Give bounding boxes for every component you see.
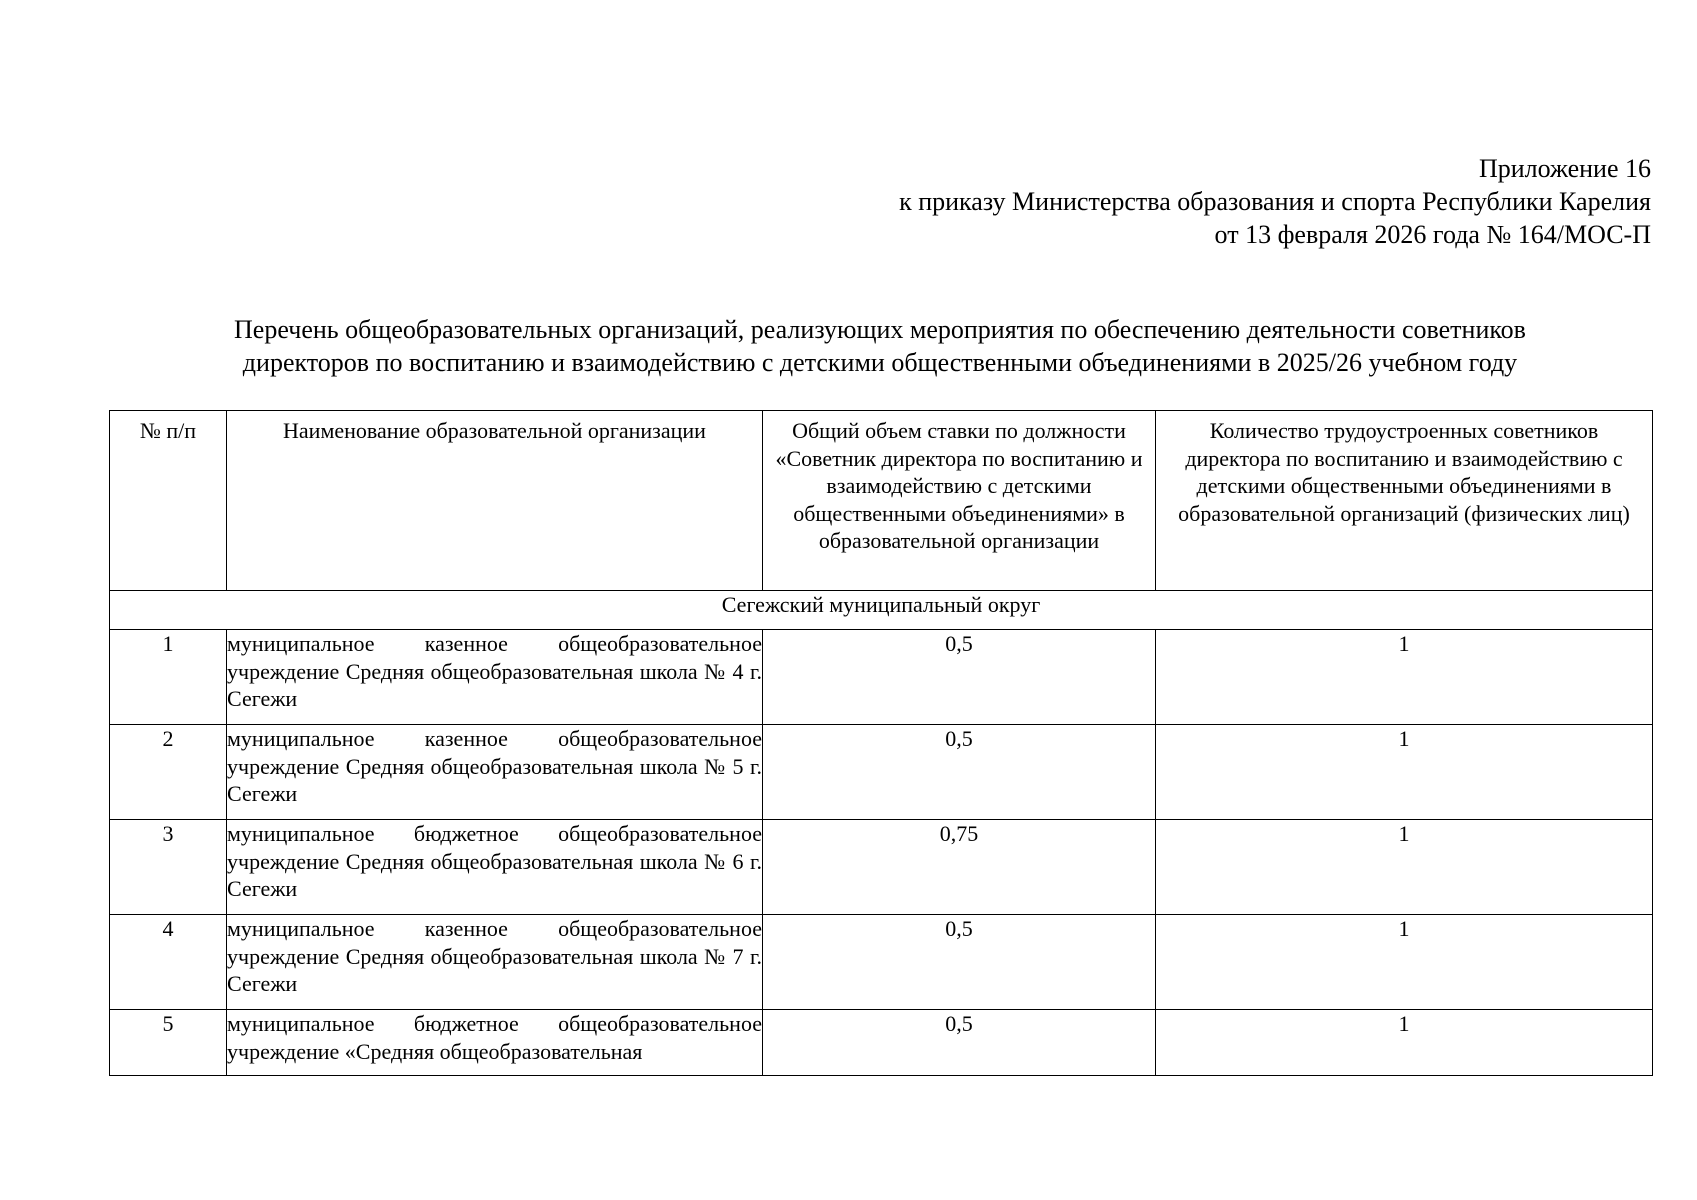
row-number: 4 [110,915,227,1010]
appendix-order-date: от 13 февраля 2026 года № 164/МОС-П [1214,220,1651,249]
row-rate: 0,5 [763,915,1156,1010]
row-rate: 0,75 [763,820,1156,915]
row-number: 3 [110,820,227,915]
row-count: 1 [1156,1010,1653,1076]
row-organization-name: муниципальное казенное общеобразовательное учреждение Средняя общеобразовательная школа № 7 г. Сегежи [227,915,763,1010]
appendix-number: Приложение 16 [1478,154,1651,183]
table-row [110,630,1653,725]
row-organization-name: муниципальное казенное общеобразовательное учреждение Средняя общеобразовательная школа № 4 г. Сегежи [227,630,763,725]
table-row [110,725,1653,820]
appendix-block [899,152,1651,251]
header-employed-count: Количество трудоустроенных советников директора по воспитанию и взаимодействию с детскими общественными объединениями в образовательной организаций (физических лиц) [1156,411,1653,591]
row-count: 1 [1156,820,1653,915]
organizations-table [109,410,1653,1076]
section-municipality: Сегежский муниципальный округ [110,591,1653,630]
table-header-row [110,411,1653,591]
row-organization-name: муниципальное бюджетное общеобразовательное учреждение Средняя общеобразовательная школа № 6 г. Сегежи [227,820,763,915]
row-number: 5 [110,1010,227,1076]
row-rate: 0,5 [763,1010,1156,1076]
row-organization-name [227,1010,763,1076]
table-row [110,820,1653,915]
appendix-order-ref: к приказу Министерства образования и спорта Республики Карелия [899,187,1651,216]
row-count: 1 [1156,630,1653,725]
table-row [110,915,1653,1010]
row-organization-name-text: муниципальное бюджетное общеобразовательное учреждение «Средняя общеобразовательная [227,1011,762,1064]
row-count: 1 [1156,725,1653,820]
document-title-line-1: Перечень общеобразовательных организаций, реализующих мероприятия по обеспечению деятельности советников [234,315,1526,344]
header-rate-volume: Общий объем ставки по должности «Советник директора по воспитанию и взаимодействию с детскими общественными объединениями» в образовательной организации [763,411,1156,591]
document-title [100,313,1660,379]
document-title-line-2: директоров по воспитанию и взаимодействию с детскими общественными объединениями в 2025/26 учебном году [242,348,1518,377]
section-row [110,591,1653,630]
header-number: № п/п [110,411,227,591]
row-number: 1 [110,630,227,725]
table-row [110,1010,1653,1076]
row-count: 1 [1156,915,1653,1010]
row-number: 2 [110,725,227,820]
row-rate: 0,5 [763,725,1156,820]
row-rate: 0,5 [763,630,1156,725]
row-organization-name: муниципальное казенное общеобразовательное учреждение Средняя общеобразовательная школа № 5 г. Сегежи [227,725,763,820]
header-organization-name: Наименование образовательной организации [227,411,763,591]
